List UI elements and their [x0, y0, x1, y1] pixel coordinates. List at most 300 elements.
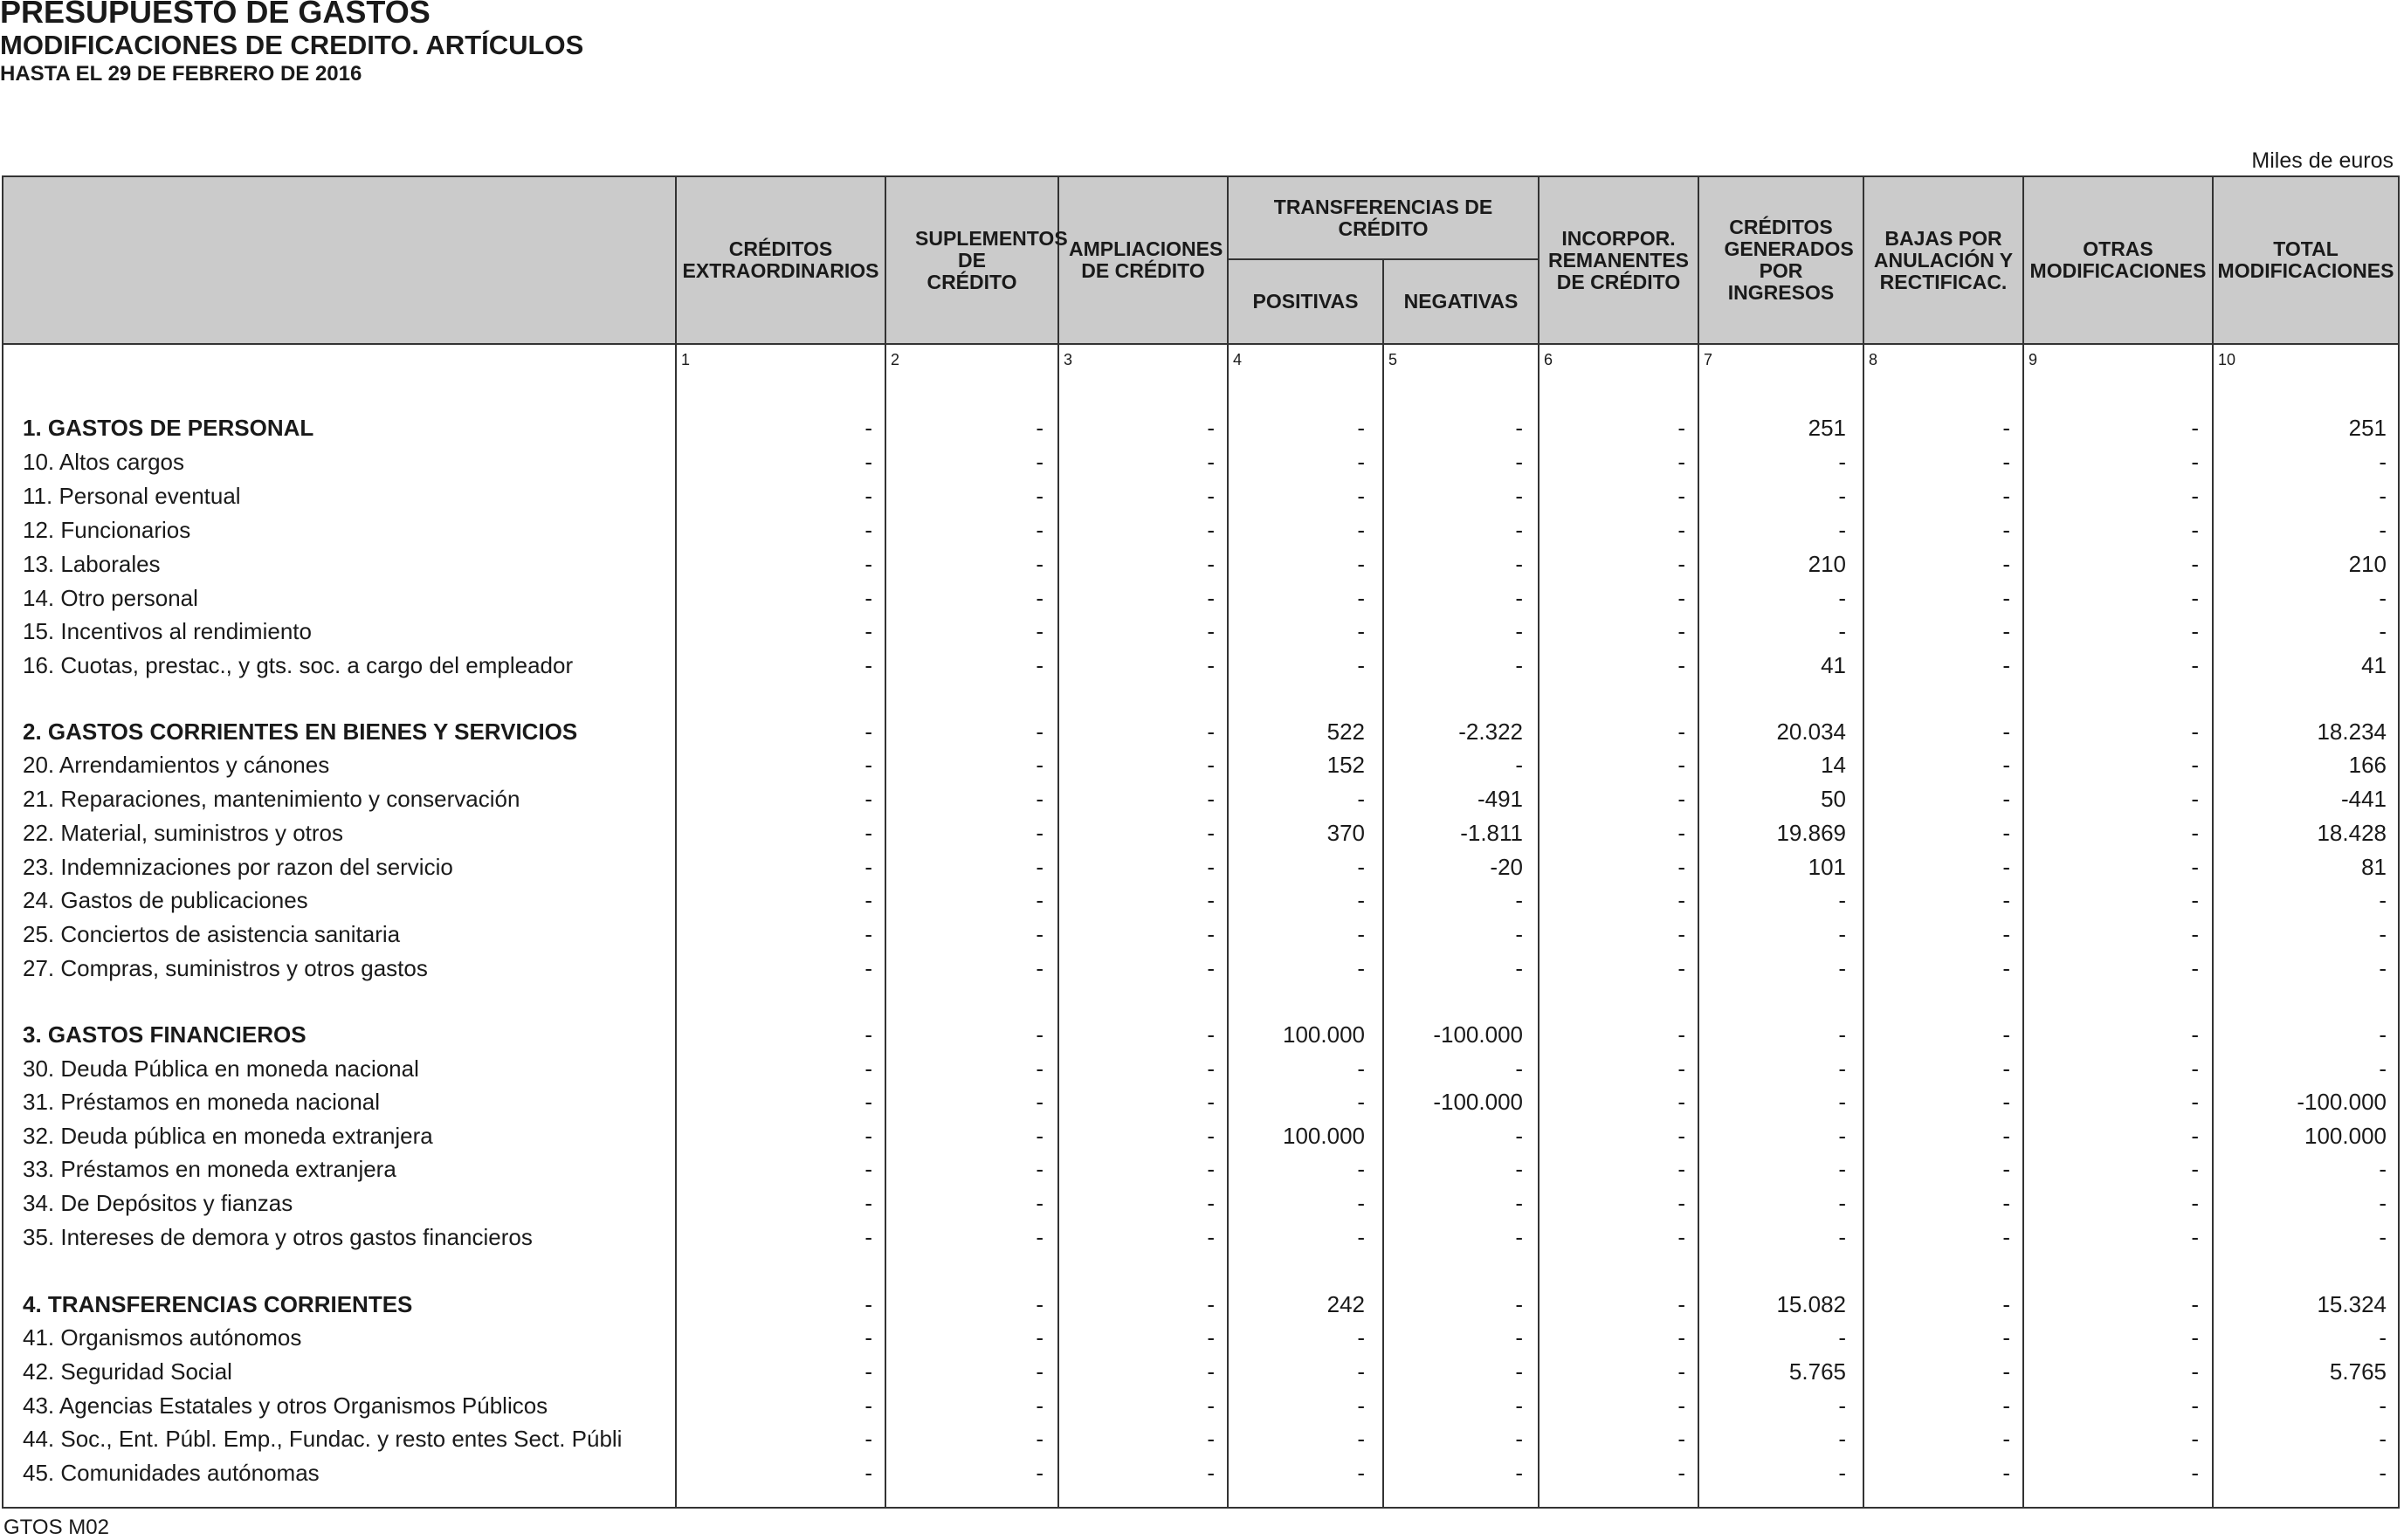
- row-label: 16. Cuotas, prestac., y gts. soc. a cargo del empleador: [23, 652, 574, 678]
- row-label: 11. Personal eventual: [23, 483, 241, 509]
- value-cell-col6: -: [1677, 921, 1685, 947]
- document-title: PRESUPUESTO DE GASTOS: [0, 0, 431, 30]
- value-cell-col10: 18.428: [2317, 820, 2387, 846]
- row-label: 31. Préstamos en moneda nacional: [23, 1089, 381, 1115]
- value-cell-col8: -: [2002, 887, 2010, 913]
- column-number: 9: [2029, 351, 2038, 368]
- value-cell-col10: -: [2379, 1021, 2387, 1048]
- value-cell-col7: -: [1838, 1190, 1846, 1216]
- value-cell-col3: -: [1207, 1358, 1215, 1385]
- value-cell-col9: -: [2191, 1089, 2199, 1115]
- value-cell-col6: -: [1677, 1392, 1685, 1419]
- value-cell-col5: -: [1515, 887, 1523, 913]
- value-cell-col1: -: [864, 820, 872, 846]
- value-cell-col8: -: [2002, 483, 2010, 509]
- value-cell-col9: -: [2191, 786, 2199, 812]
- value-cell-col6: -: [1677, 1156, 1685, 1182]
- value-cell-col1: -: [864, 1324, 872, 1351]
- column-number: 3: [1064, 351, 1073, 368]
- row-label: 42. Seguridad Social: [23, 1358, 232, 1385]
- value-cell-col3: -: [1207, 786, 1215, 812]
- value-cell-col9: -: [2191, 1392, 2199, 1419]
- value-cell-col10: -: [2379, 1426, 2387, 1452]
- footer-code: GTOS M02: [3, 1516, 109, 1539]
- row-label: 1. GASTOS DE PERSONAL: [23, 415, 314, 441]
- value-cell-col9: -: [2191, 618, 2199, 644]
- value-cell-col7: 101: [1808, 854, 1846, 880]
- value-cell-col7: 50: [1821, 786, 1846, 812]
- row-label: 45. Comunidades autónomas: [23, 1460, 320, 1486]
- value-cell-col3: -: [1207, 1123, 1215, 1149]
- value-cell-col5: -: [1515, 585, 1523, 611]
- value-cell-col7: 251: [1808, 415, 1846, 441]
- value-cell-col3: -: [1207, 551, 1215, 577]
- value-cell-col8: -: [2002, 618, 2010, 644]
- value-cell-col9: -: [2191, 955, 2199, 981]
- value-cell-col4: 100.000: [1283, 1021, 1365, 1048]
- value-cell-col6: -: [1677, 718, 1685, 745]
- value-cell-col3: -: [1207, 618, 1215, 644]
- value-cell-col5: -: [1515, 1460, 1523, 1486]
- value-cell-col7: -: [1838, 1324, 1846, 1351]
- value-cell-col9: -: [2191, 517, 2199, 543]
- value-cell-col10: -: [2379, 618, 2387, 644]
- value-cell-col3: -: [1207, 1089, 1215, 1115]
- value-cell-col6: -: [1677, 1426, 1685, 1452]
- value-cell-col8: -: [2002, 921, 2010, 947]
- column-number: 2: [891, 351, 900, 368]
- value-cell-col8: -: [2002, 1089, 2010, 1115]
- value-cell-col7: -: [1838, 1021, 1846, 1048]
- value-cell-col5: -1.811: [1460, 820, 1523, 846]
- value-cell-col6: -: [1677, 1190, 1685, 1216]
- header-divider: [2, 343, 2400, 345]
- value-cell-col2: -: [1036, 752, 1044, 778]
- value-cell-col7: -: [1838, 517, 1846, 543]
- value-cell-col9: -: [2191, 449, 2199, 475]
- row-label: 43. Agencias Estatales y otros Organismos Públicos: [23, 1392, 548, 1419]
- value-cell-col6: -: [1677, 786, 1685, 812]
- value-cell-col6: -: [1677, 1021, 1685, 1048]
- value-cell-col10: -: [2379, 517, 2387, 543]
- value-cell-col1: -: [864, 752, 872, 778]
- value-cell-col10: -: [2379, 1392, 2387, 1419]
- value-cell-col5: -: [1515, 955, 1523, 981]
- row-label: 25. Conciertos de asistencia sanitaria: [23, 921, 401, 947]
- value-cell-col6: -: [1677, 1224, 1685, 1250]
- value-cell-col9: -: [2191, 1460, 2199, 1486]
- value-cell-col8: -: [2002, 1156, 2010, 1182]
- value-cell-col9: -: [2191, 1055, 2199, 1082]
- header-otras-modificaciones: OTRAS MODIFICACIONES: [2029, 237, 2207, 282]
- value-cell-col8: -: [2002, 718, 2010, 745]
- value-cell-col6: -: [1677, 1089, 1685, 1115]
- value-cell-col9: -: [2191, 1123, 2199, 1149]
- value-cell-col1: -: [864, 1224, 872, 1250]
- value-cell-col8: -: [2002, 1021, 2010, 1048]
- value-cell-col6: -: [1677, 752, 1685, 778]
- value-cell-col4: -: [1357, 1055, 1365, 1082]
- value-cell-col4: -: [1357, 585, 1365, 611]
- value-cell-col7: -: [1838, 1055, 1846, 1082]
- value-cell-col3: -: [1207, 718, 1215, 745]
- value-cell-col10: -: [2379, 887, 2387, 913]
- value-cell-col6: -: [1677, 449, 1685, 475]
- value-cell-col3: -: [1207, 921, 1215, 947]
- value-cell-col1: -: [864, 1089, 872, 1115]
- value-cell-col9: -: [2191, 1156, 2199, 1182]
- value-cell-col8: -: [2002, 1460, 2010, 1486]
- value-cell-col3: -: [1207, 1324, 1215, 1351]
- row-label: 15. Incentivos al rendimiento: [23, 618, 312, 644]
- value-cell-col10: -: [2379, 921, 2387, 947]
- value-cell-col1: -: [864, 1156, 872, 1182]
- value-cell-col5: -: [1515, 1224, 1523, 1250]
- value-cell-col7: -: [1838, 618, 1846, 644]
- value-cell-col6: -: [1677, 854, 1685, 880]
- value-cell-col7: 5.765: [1788, 1358, 1846, 1385]
- row-label: 22. Material, suministros y otros: [23, 820, 344, 846]
- value-cell-col2: -: [1036, 652, 1044, 678]
- value-cell-col7: 14: [1821, 752, 1846, 778]
- row-label: 33. Préstamos en moneda extranjera: [23, 1156, 396, 1182]
- value-cell-col3: -: [1207, 449, 1215, 475]
- value-cell-col2: -: [1036, 1224, 1044, 1250]
- value-cell-col8: -: [2002, 1190, 2010, 1216]
- value-cell-col10: -: [2379, 1156, 2387, 1182]
- row-label: 13. Laborales: [23, 551, 161, 577]
- value-cell-col1: -: [864, 887, 872, 913]
- row-label: 2. GASTOS CORRIENTES EN BIENES Y SERVICIOS: [23, 718, 578, 745]
- value-cell-col5: -: [1515, 415, 1523, 441]
- header-incorpor-remanentes: INCORPOR. REMANENTES DE CRÉDITO: [1547, 226, 1689, 293]
- row-label: 34. De Depósitos y fianzas: [23, 1190, 293, 1216]
- value-cell-col2: -: [1036, 1324, 1044, 1351]
- value-cell-col8: -: [2002, 1358, 2010, 1385]
- value-cell-col2: -: [1036, 1156, 1044, 1182]
- value-cell-col5: -: [1515, 921, 1523, 947]
- column-number: 7: [1704, 351, 1713, 368]
- value-cell-col3: -: [1207, 1021, 1215, 1048]
- value-cell-col5: -: [1515, 1358, 1523, 1385]
- value-cell-col1: -: [864, 449, 872, 475]
- value-cell-col8: -: [2002, 1291, 2010, 1317]
- header-creditos-extraordinarios: CRÉDITOS EXTRAORDINARIOS: [682, 237, 879, 282]
- value-cell-col2: -: [1036, 1291, 1044, 1317]
- date-line: HASTA EL 29 DE FEBRERO DE 2016: [0, 62, 362, 86]
- value-cell-col2: -: [1036, 955, 1044, 981]
- value-cell-col2: -: [1036, 1426, 1044, 1452]
- value-cell-col9: -: [2191, 921, 2199, 947]
- value-cell-col7: -: [1838, 1392, 1846, 1419]
- value-cell-col6: -: [1677, 1324, 1685, 1351]
- value-cell-col1: -: [864, 517, 872, 543]
- value-cell-col3: -: [1207, 955, 1215, 981]
- value-cell-col1: -: [864, 1426, 872, 1452]
- value-cell-col2: -: [1036, 1123, 1044, 1149]
- value-cell-col1: -: [864, 1021, 872, 1048]
- value-cell-col7: -: [1838, 921, 1846, 947]
- value-cell-col2: -: [1036, 1021, 1044, 1048]
- value-cell-col10: -: [2379, 1460, 2387, 1486]
- value-cell-col4: 242: [1326, 1291, 1365, 1317]
- value-cell-col3: -: [1207, 652, 1215, 678]
- value-cell-col4: 522: [1326, 718, 1365, 745]
- value-cell-col6: -: [1677, 618, 1685, 644]
- value-cell-col10: -441: [2340, 786, 2387, 812]
- value-cell-col5: -100.000: [1433, 1089, 1523, 1115]
- value-cell-col1: -: [864, 718, 872, 745]
- value-cell-col8: -: [2002, 752, 2010, 778]
- value-cell-col4: -: [1357, 1358, 1365, 1385]
- header-suplementos-credito: SUPLEMENTOS DE CRÉDITO: [915, 226, 1068, 293]
- value-cell-col8: -: [2002, 551, 2010, 577]
- value-cell-col1: -: [864, 551, 872, 577]
- value-cell-col7: 20.034: [1776, 718, 1846, 745]
- value-cell-col4: -: [1357, 1392, 1365, 1419]
- value-cell-col9: -: [2191, 854, 2199, 880]
- value-cell-col5: -: [1515, 1055, 1523, 1082]
- value-cell-col8: -: [2002, 1426, 2010, 1452]
- value-cell-col10: 18.234: [2317, 718, 2387, 745]
- value-cell-col8: -: [2002, 1055, 2010, 1082]
- value-cell-col9: -: [2191, 1324, 2199, 1351]
- value-cell-col5: -: [1515, 652, 1523, 678]
- value-cell-col5: -: [1515, 1190, 1523, 1216]
- row-label: 27. Compras, suministros y otros gastos: [23, 955, 428, 981]
- value-cell-col9: -: [2191, 718, 2199, 745]
- value-cell-col5: -491: [1477, 786, 1523, 812]
- value-cell-col7: 15.082: [1776, 1291, 1846, 1317]
- value-cell-col6: -: [1677, 585, 1685, 611]
- value-cell-col2: -: [1036, 1460, 1044, 1486]
- value-cell-col7: 19.869: [1776, 820, 1846, 846]
- value-cell-col1: -: [864, 652, 872, 678]
- col-divider-5: [1382, 258, 1384, 1509]
- value-cell-col6: -: [1677, 483, 1685, 509]
- value-cell-col8: -: [2002, 786, 2010, 812]
- value-cell-col6: -: [1677, 1460, 1685, 1486]
- value-cell-col1: -: [864, 415, 872, 441]
- value-cell-col6: -: [1677, 1123, 1685, 1149]
- header-transferencias-credito: TRANSFERENCIAS DE CRÉDITO: [1273, 195, 1493, 240]
- value-cell-col7: -: [1838, 1123, 1846, 1149]
- value-cell-col6: -: [1677, 652, 1685, 678]
- value-cell-col1: -: [864, 618, 872, 644]
- value-cell-col3: -: [1207, 415, 1215, 441]
- value-cell-col10: 166: [2348, 752, 2387, 778]
- value-cell-col9: -: [2191, 415, 2199, 441]
- value-cell-col2: -: [1036, 449, 1044, 475]
- value-cell-col2: -: [1036, 415, 1044, 441]
- value-cell-col8: -: [2002, 1123, 2010, 1149]
- value-cell-col3: -: [1207, 854, 1215, 880]
- value-cell-col5: -: [1515, 752, 1523, 778]
- value-cell-col2: -: [1036, 1190, 1044, 1216]
- value-cell-col9: -: [2191, 752, 2199, 778]
- value-cell-col7: 41: [1821, 652, 1846, 678]
- value-cell-col4: -: [1357, 652, 1365, 678]
- value-cell-col2: -: [1036, 1392, 1044, 1419]
- value-cell-col7: -: [1838, 1426, 1846, 1452]
- value-cell-col9: -: [2191, 585, 2199, 611]
- row-label: 14. Otro personal: [23, 585, 198, 611]
- value-cell-col5: -100.000: [1433, 1021, 1523, 1048]
- value-cell-col4: -: [1357, 921, 1365, 947]
- value-cell-col2: -: [1036, 854, 1044, 880]
- value-cell-col4: -: [1357, 1460, 1365, 1486]
- value-cell-col6: -: [1677, 887, 1685, 913]
- value-cell-col4: -: [1357, 1324, 1365, 1351]
- value-cell-col10: -: [2379, 1190, 2387, 1216]
- value-cell-col4: -: [1357, 483, 1365, 509]
- value-cell-col1: -: [864, 1392, 872, 1419]
- value-cell-col10: -: [2379, 585, 2387, 611]
- value-cell-col5: -: [1515, 618, 1523, 644]
- value-cell-col1: -: [864, 585, 872, 611]
- value-cell-col7: -: [1838, 955, 1846, 981]
- value-cell-col2: -: [1036, 1089, 1044, 1115]
- value-cell-col6: -: [1677, 955, 1685, 981]
- row-label: 21. Reparaciones, mantenimiento y conservación: [23, 786, 520, 812]
- value-cell-col5: -: [1515, 1156, 1523, 1182]
- value-cell-col8: -: [2002, 1224, 2010, 1250]
- value-cell-col4: -: [1357, 1426, 1365, 1452]
- value-cell-col2: -: [1036, 551, 1044, 577]
- col-divider-1: [675, 175, 677, 1509]
- value-cell-col4: -: [1357, 1156, 1365, 1182]
- value-cell-col2: -: [1036, 887, 1044, 913]
- value-cell-col8: -: [2002, 854, 2010, 880]
- value-cell-col7: -: [1838, 585, 1846, 611]
- value-cell-col4: -: [1357, 887, 1365, 913]
- value-cell-col3: -: [1207, 1392, 1215, 1419]
- value-cell-col9: -: [2191, 820, 2199, 846]
- column-number: 4: [1233, 351, 1243, 368]
- value-cell-col6: -: [1677, 1358, 1685, 1385]
- value-cell-col5: -: [1515, 1392, 1523, 1419]
- value-cell-col3: -: [1207, 585, 1215, 611]
- value-cell-col5: -: [1515, 483, 1523, 509]
- value-cell-col4: -: [1357, 551, 1365, 577]
- value-cell-col9: -: [2191, 483, 2199, 509]
- value-cell-col1: -: [864, 786, 872, 812]
- value-cell-col7: 210: [1808, 551, 1846, 577]
- value-cell-col10: 81: [2361, 854, 2387, 880]
- value-cell-col4: 152: [1326, 752, 1365, 778]
- value-cell-col9: -: [2191, 1224, 2199, 1250]
- value-cell-col5: -: [1515, 1291, 1523, 1317]
- value-cell-col10: -: [2379, 449, 2387, 475]
- header-negativas: NEGATIVAS: [1403, 290, 1519, 313]
- value-cell-col10: 251: [2348, 415, 2387, 441]
- value-cell-col3: -: [1207, 820, 1215, 846]
- value-cell-col7: -: [1838, 449, 1846, 475]
- value-cell-col10: -: [2379, 1055, 2387, 1082]
- value-cell-col7: -: [1838, 1460, 1846, 1486]
- value-cell-col3: -: [1207, 1224, 1215, 1250]
- value-cell-col4: 100.000: [1283, 1123, 1365, 1149]
- value-cell-col5: -: [1515, 1426, 1523, 1452]
- row-label: 3. GASTOS FINANCIEROS: [23, 1021, 307, 1048]
- row-label: 35. Intereses de demora y otros gastos financieros: [23, 1224, 533, 1250]
- value-cell-col2: -: [1036, 483, 1044, 509]
- value-cell-col9: -: [2191, 1426, 2199, 1452]
- value-cell-col4: -: [1357, 1190, 1365, 1216]
- value-cell-col5: -: [1515, 1324, 1523, 1351]
- header-creditos-generados: CRÉDITOS GENERADOS POR INGRESOS: [1724, 216, 1854, 304]
- value-cell-col9: -: [2191, 551, 2199, 577]
- column-number: 5: [1388, 351, 1398, 368]
- value-cell-col3: -: [1207, 1156, 1215, 1182]
- value-cell-col2: -: [1036, 718, 1044, 745]
- value-cell-col9: -: [2191, 1021, 2199, 1048]
- row-label: 4. TRANSFERENCIAS CORRIENTES: [23, 1291, 413, 1317]
- value-cell-col6: -: [1677, 415, 1685, 441]
- value-cell-col3: -: [1207, 752, 1215, 778]
- value-cell-col6: -: [1677, 1291, 1685, 1317]
- value-cell-col10: 5.765: [2329, 1358, 2387, 1385]
- value-cell-col1: -: [864, 1291, 872, 1317]
- value-cell-col8: -: [2002, 820, 2010, 846]
- value-cell-col3: -: [1207, 1460, 1215, 1486]
- header-ampliaciones-credito: AMPLIACIONES DE CRÉDITO: [1069, 237, 1223, 282]
- value-cell-col7: -: [1838, 1224, 1846, 1250]
- value-cell-col2: -: [1036, 921, 1044, 947]
- value-cell-col10: -100.000: [2297, 1089, 2387, 1115]
- value-cell-col2: -: [1036, 618, 1044, 644]
- value-cell-col5: -: [1515, 1123, 1523, 1149]
- value-cell-col3: -: [1207, 1291, 1215, 1317]
- column-number: 6: [1544, 351, 1553, 368]
- value-cell-col1: -: [864, 483, 872, 509]
- value-cell-col9: -: [2191, 1291, 2199, 1317]
- value-cell-col10: 210: [2348, 551, 2387, 577]
- row-label: 32. Deuda pública en moneda extranjera: [23, 1123, 433, 1149]
- value-cell-col10: 15.324: [2317, 1291, 2387, 1317]
- row-label: 41. Organismos autónomos: [23, 1324, 302, 1351]
- column-number: 10: [2218, 351, 2236, 368]
- value-cell-col2: -: [1036, 786, 1044, 812]
- value-cell-col2: -: [1036, 820, 1044, 846]
- value-cell-col4: -: [1357, 1224, 1365, 1250]
- value-cell-col8: -: [2002, 517, 2010, 543]
- value-cell-col1: -: [864, 1123, 872, 1149]
- value-cell-col8: -: [2002, 415, 2010, 441]
- value-cell-col2: -: [1036, 1055, 1044, 1082]
- value-cell-col3: -: [1207, 517, 1215, 543]
- value-cell-col4: -: [1357, 786, 1365, 812]
- value-cell-col9: -: [2191, 1358, 2199, 1385]
- header-positivas: POSITIVAS: [1252, 290, 1359, 313]
- value-cell-col10: 41: [2361, 652, 2387, 678]
- value-cell-col3: -: [1207, 1190, 1215, 1216]
- value-cell-col2: -: [1036, 1358, 1044, 1385]
- value-cell-col6: -: [1677, 1055, 1685, 1082]
- header-bajas-anulacion: BAJAS POR ANULACIÓN Y RECTIFICAC.: [1873, 226, 2014, 293]
- value-cell-col8: -: [2002, 449, 2010, 475]
- row-label: 20. Arrendamientos y cánones: [23, 752, 330, 778]
- value-cell-col4: -: [1357, 1089, 1365, 1115]
- value-cell-col1: -: [864, 1055, 872, 1082]
- value-cell-col3: -: [1207, 887, 1215, 913]
- value-cell-col2: -: [1036, 517, 1044, 543]
- value-cell-col10: -: [2379, 1324, 2387, 1351]
- document-subtitle: MODIFICACIONES DE CREDITO. ARTÍCULOS: [0, 30, 584, 60]
- value-cell-col7: -: [1838, 483, 1846, 509]
- value-cell-col4: -: [1357, 415, 1365, 441]
- row-label: 44. Soc., Ent. Públ. Emp., Fundac. y resto entes Sect. Públi: [23, 1426, 623, 1452]
